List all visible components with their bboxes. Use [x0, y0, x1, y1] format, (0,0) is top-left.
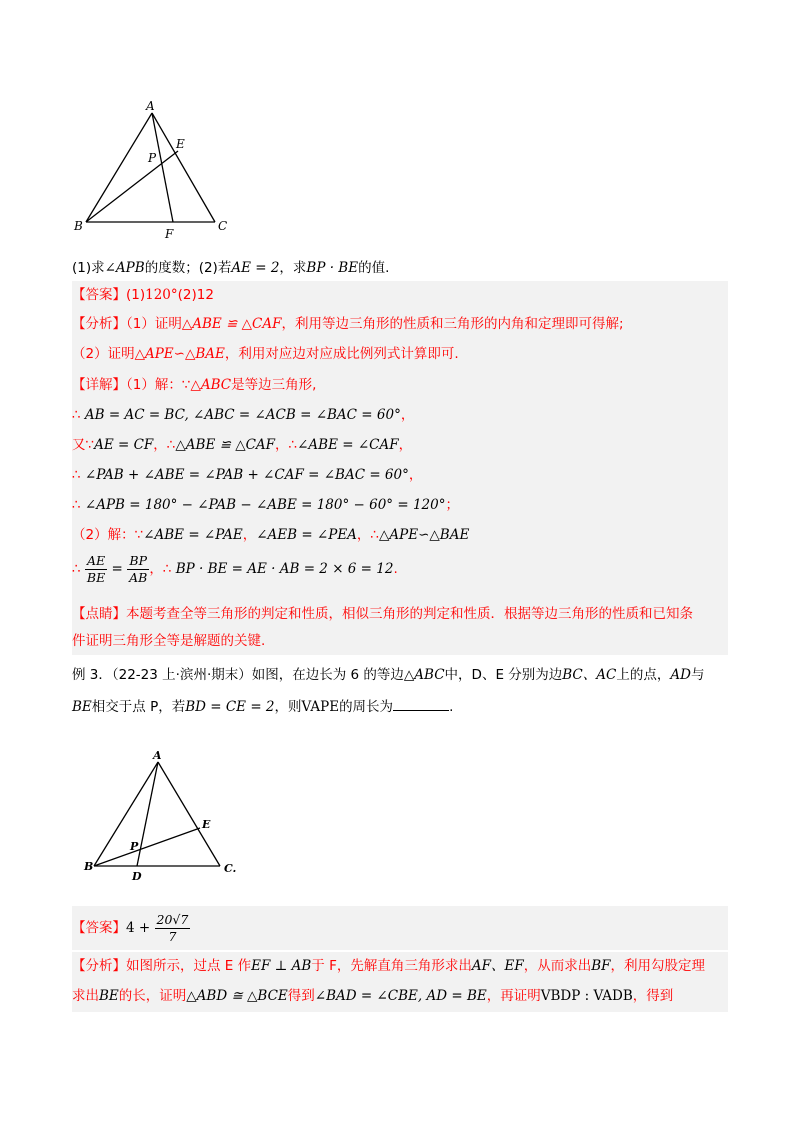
detail-line-7: ∴ $\frac{AE}{BE}$ = $\frac{BP}{AB}$ ，∴ BP · BE = AE · AB = 2 × 6 = 12. — [72, 552, 398, 585]
label-p: P — [148, 151, 157, 165]
side-ab — [86, 113, 152, 222]
detail-line-4: ∴ ∠PAB + ∠ABE = ∠PAB + ∠CAF = ∠BAC = 60°， — [72, 467, 423, 483]
label-d: D — [132, 870, 142, 883]
label-c: C — [218, 219, 228, 233]
detail-line-2: ∴ AB = AC = BC, ∠ABC = ∠ACB = ∠BAC = 60°， — [72, 407, 415, 423]
side-ab — [94, 762, 158, 866]
side-ac — [152, 113, 215, 222]
comment-line-2: 件证明三角形全等是解题的关键. — [72, 633, 266, 649]
example3-line-2: BE相交于点 P，若BD = CE = 2，则VAPE的周长为 . — [72, 699, 454, 715]
segment-ad — [137, 762, 158, 866]
figure-triangle-2 — [80, 746, 250, 890]
fraction-ae-be: $\frac{AE}{BE}$ — [86, 552, 106, 585]
label-c: C. — [224, 862, 237, 875]
answer-blank — [393, 698, 449, 711]
label-a: A — [146, 99, 155, 113]
detail-line-5: ∴ ∠APB = 180° − ∠PAB − ∠ABE = 180° − 60° = 120°； — [72, 497, 459, 513]
detail-line-3: 又∵AE = CF，∴△ABE ≌ △CAF，∴∠ABE = ∠CAF， — [72, 437, 413, 453]
detail-line-1: 【详解】（1）解：∵△ABC是等边三角形, — [72, 377, 317, 393]
segment-af — [152, 113, 173, 222]
label-p: P — [130, 840, 139, 853]
solution-panel — [72, 281, 728, 655]
label-a: A — [153, 749, 162, 762]
label-b: B — [74, 219, 83, 233]
side-ac — [158, 762, 220, 866]
answer-line: 【答案】(1)120°(2)12 — [72, 287, 214, 303]
analysis-line-1: 【分析】（1）证明△ABE ≌ △CAF，利用等边三角形的性质和三角形的内角和定理即可得解; — [72, 316, 624, 332]
answer3-line: 【答案】4 + $\frac{20√7}{7}$ — [72, 911, 189, 944]
comment-line-1: 【点睛】本题考查全等三角形的判定和性质，相似三角形的判定和性质．根据等边三角形的性质和已知条 — [72, 606, 693, 622]
label-e: E — [202, 818, 211, 831]
answer3-panel — [72, 906, 728, 950]
detail-line-6: （2）解：∵∠ABE = ∠PAE，∠AEB = ∠PEA，∴△APE∽△BAE — [72, 527, 470, 543]
analysis-line-2: （2）证明△APE∽△BAE，利用对应边对应成比例列式计算即可. — [72, 346, 459, 362]
example3-line-1: 例 3．（22-23 上·滨州·期末）如图，在边长为 6 的等边△ABC中，D、E 分别为边BC、AC上的点，AD与 — [72, 667, 705, 683]
label-f: F — [165, 227, 174, 241]
analysis3-panel — [72, 952, 728, 1012]
answer3-fraction: $\frac{20√7}{7}$ — [156, 911, 189, 944]
label-b: B — [84, 860, 94, 873]
analysis3-line-1: 【分析】如图所示，过点 E 作EF ⊥ AB于 F，先解直角三角形求出AF、EF，从而求出BF，利用勾股定理 — [72, 958, 705, 974]
segment-be — [86, 151, 178, 222]
analysis3-line-2: 求出BE的长，证明△ABD ≅ △BCE得到∠BAD = ∠CBE, AD = BE，再证明VBDP : VADB，得到 — [72, 988, 674, 1004]
label-e: E — [176, 137, 185, 151]
question-text: (1)求∠APB的度数；(2)若AE = 2，求BP · BE的值. — [72, 260, 390, 276]
segment-be — [94, 828, 200, 866]
figure-triangle-1 — [70, 96, 240, 244]
fraction-bp-ab: $\frac{BP}{AB}$ — [129, 552, 148, 585]
